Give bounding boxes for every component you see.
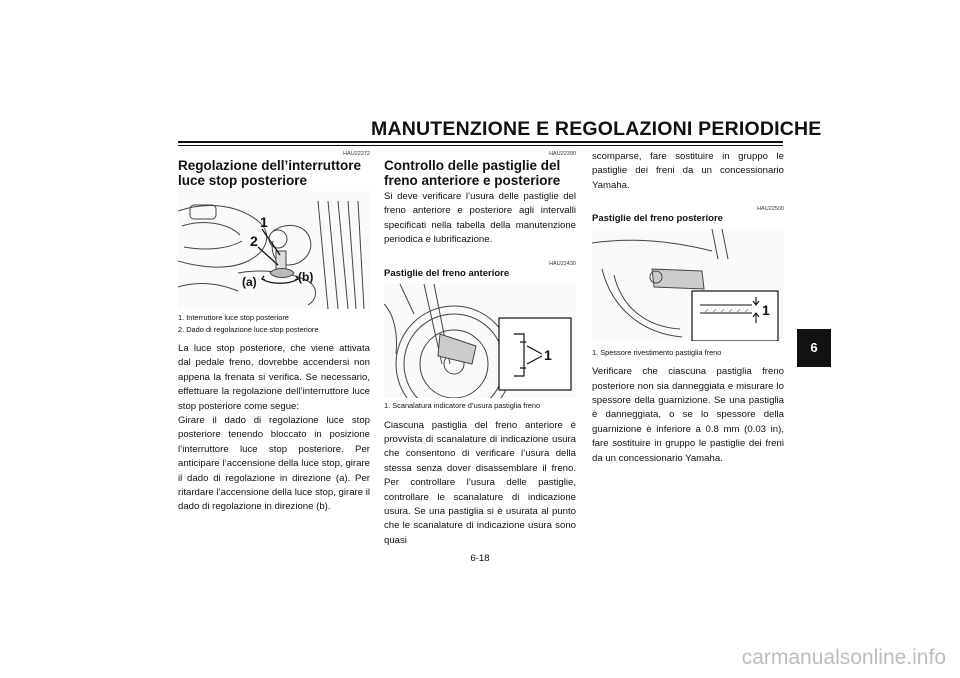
column-brake-switch xyxy=(178,150,370,515)
figure-label-b: (b) xyxy=(298,270,314,284)
page-number: 6-18 xyxy=(470,553,490,564)
figure-caption-2: 2. Dado di regolazione luce stop posteriore xyxy=(178,325,319,334)
figure-label-1: 1 xyxy=(544,346,552,363)
figure-caption: 1. Spessore rivestimento pastiglia freno xyxy=(592,348,722,358)
rear-brake-figure xyxy=(592,229,784,341)
body-text-steps: Girare il dado di regolazione luce stop posteriore tenendo bloccato in posizione l’interruttore luce stop posteriore. Per anticipare l’accensione della luce stop, girare il dado di regolazione in direzione (a). Per ritardare l’accensione della luce stop, girare il dado di regolazione in direzione (b). xyxy=(178,415,370,513)
section-code: HAU22500 xyxy=(757,206,784,213)
figure-label-1: 1 xyxy=(260,214,268,230)
front-brake-figure xyxy=(384,284,576,398)
column-brake-pads xyxy=(384,150,576,548)
header-rule xyxy=(178,141,783,143)
brake-switch-figure xyxy=(178,191,370,309)
subsection-title: Pastiglie del freno anteriore xyxy=(384,267,510,279)
intro-text: Si deve verificare l’usura delle pastiglie del freno anteriore e posteriore agli intervalli specificati nella tabella della manutenzione periodica e lubrificazione. xyxy=(384,191,576,246)
section-code: HAU22272 xyxy=(343,151,370,157)
page-header-title: MANUTENZIONE E REGOLAZIONI PERIODICHE xyxy=(371,118,822,140)
section-title: Controllo delle pastiglie del freno anteriore e posteriore xyxy=(384,158,561,188)
subsection-title: Pastiglie del freno posteriore xyxy=(592,213,723,225)
section-code: HAU22390 xyxy=(549,151,576,157)
watermark: carmanualsonline.info xyxy=(741,646,946,669)
column-rear-pads xyxy=(592,150,784,466)
body-text: Verificare che ciascuna pastiglia freno posteriore non sia danneggiata e misurare lo spessore della guarnizione. Se una pastiglia è danneggiata, o se lo spessore della guarnizione è inferiore a 0.8 mm (0.03 in), fare sostituire in gruppo le pastiglie dei freni da un concessionario Yamaha. xyxy=(592,366,784,464)
chapter-tab: 6 xyxy=(797,329,831,367)
figure-caption: 1. Scanalatura indicatore d’usura pastiglia freno xyxy=(384,400,541,410)
figure-label-1: 1 xyxy=(762,302,770,319)
body-text: La luce stop posteriore, che viene attivata dal pedale freno, dovrebbe accendersi non appena la frenata si verifica. Se necessario, effettuare la regolazione dell’interruttore luce stop posteriore come segue: xyxy=(178,343,370,412)
figure-label-2: 2 xyxy=(250,233,258,249)
body-text: Ciascuna pastiglia del freno anteriore è provvista di scanalature di indicazione usura che consentono di verificare l’usura della stessa senza dover disassemblare il freno. Per controllare l’usura delle pastiglie, controllare le scanalature di indicazione usura. Se una pastiglia si è usurata al punto che le scanalature di indicazione usura sono quasi xyxy=(384,419,576,546)
section-title: Regolazione dell’interruttore luce stop posteriore xyxy=(178,158,362,188)
continued-text: scomparse, fare sostituire in gruppo le pastiglie dei freni da un concessionario Yamaha. xyxy=(592,151,784,191)
subsection-code: HAU22430 xyxy=(549,260,576,267)
figure-label-a: (a) xyxy=(242,275,257,289)
figure-caption-1: 1. Interruttore luce stop posteriore xyxy=(178,313,289,322)
header-rule-thin xyxy=(178,145,783,146)
